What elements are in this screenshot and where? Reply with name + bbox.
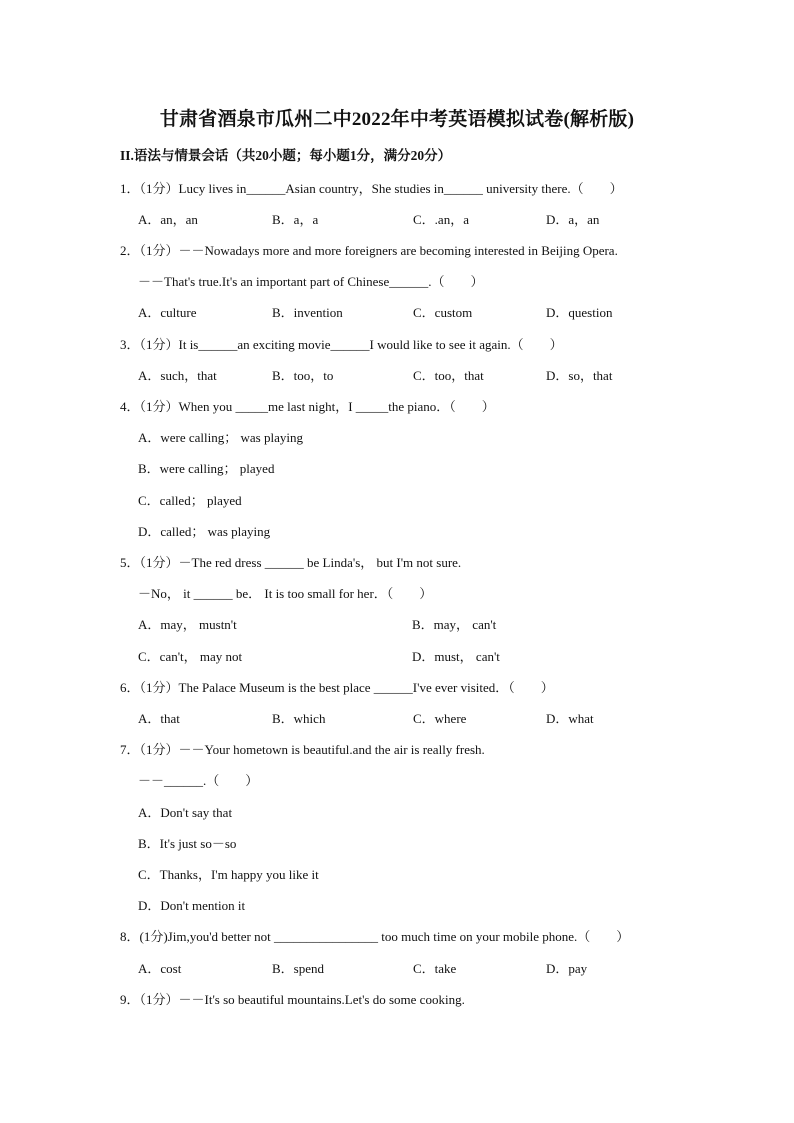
question-1-stem: 1．（1分）Lucy lives in______Asian country，She studies in______ university there.（ ）	[120, 181, 623, 196]
question-6-stem: 6．（1分）The Palace Museum is the best place ______I've ever visited．（ ）	[120, 680, 554, 695]
question-5-option-b: B．may， can't	[412, 617, 497, 632]
question-1-option-d: D．a，an	[546, 212, 600, 227]
question-2-option-a: A．culture	[138, 305, 197, 320]
question-7-reply: －－______.（ ）	[138, 773, 259, 788]
question-1-option-a: A．an，an	[138, 212, 198, 227]
question-8-option-b: B．spend	[272, 961, 325, 976]
question-4-option-d: D．called； was playing	[138, 524, 271, 539]
question-6-option-c: C．where	[413, 711, 467, 726]
question-3-option-d: D．so，that	[546, 368, 613, 383]
question-5-stem: 5．（1分）－The red dress ______ be Linda's， but I'm not sure.	[120, 555, 462, 570]
question-4-option-c: C．called； played	[138, 493, 242, 508]
question-8-option-d: D．pay	[546, 961, 588, 976]
question-6-option-a: A．that	[138, 711, 180, 726]
question-6-option-d: D．what	[546, 711, 594, 726]
question-2-stem: 2．（1分）－－Nowadays more and more foreigners are becoming interested in Beijing Opera.	[120, 243, 618, 258]
page-title: 甘肃省酒泉市瓜州二中2022年中考英语模拟试卷(解析版)	[159, 109, 635, 130]
question-8-option-c: C．take	[413, 961, 457, 976]
question-3-stem: 3．（1分）It is______an exciting movie______I would like to see it again.（ ）	[120, 337, 563, 352]
question-7-option-a: A．Don't say that	[138, 805, 233, 820]
question-5-option-c: C．can't， may not	[138, 649, 243, 664]
question-8-stem: 8．(1分)Jim,you'd better not ________________ too much time on your mobile phone.（ ）	[120, 929, 630, 944]
question-2-option-b: B．invention	[272, 305, 343, 320]
question-3-option-c: C．too，that	[413, 368, 484, 383]
question-2-reply: －－That's true.It's an important part of Chinese______.（ ）	[138, 274, 484, 289]
question-5-reply: －No， it ______ be． It is too small for her．（ ）	[138, 586, 433, 601]
question-5-option-a: A．may， mustn't	[138, 617, 237, 632]
question-4-stem: 4．（1分）When you _____me last night，I _____the piano．（ ）	[120, 399, 495, 414]
question-7-option-d: D．Don't mention it	[138, 898, 246, 913]
question-7-option-b: B．It's just so－so	[138, 836, 237, 851]
question-4-option-a: A．were calling； was playing	[138, 430, 303, 445]
question-3-option-b: B．too，to	[272, 368, 334, 383]
question-6-option-b: B．which	[272, 711, 326, 726]
question-4-option-b: B．were calling； played	[138, 461, 275, 476]
question-2-option-d: D．question	[546, 305, 613, 320]
question-1-option-c: C．.an，a	[413, 212, 469, 227]
question-5-option-d: D．must， can't	[412, 649, 500, 664]
section-heading: II.语法与情景会话（共20小题；每小题1分，满分20分）	[120, 148, 452, 163]
question-9-stem: 9．（1分）－－It's so beautiful mountains.Let's do some cooking.	[120, 992, 465, 1007]
question-1-option-b: B．a，a	[272, 212, 319, 227]
question-8-option-a: A．cost	[138, 961, 182, 976]
question-2-option-c: C．custom	[413, 305, 473, 320]
question-3-option-a: A．such，that	[138, 368, 217, 383]
question-7-option-c: C．Thanks，I'm happy you like it	[138, 867, 319, 882]
question-7-stem: 7．（1分）－－Your hometown is beautiful.and the air is really fresh.	[120, 742, 485, 757]
